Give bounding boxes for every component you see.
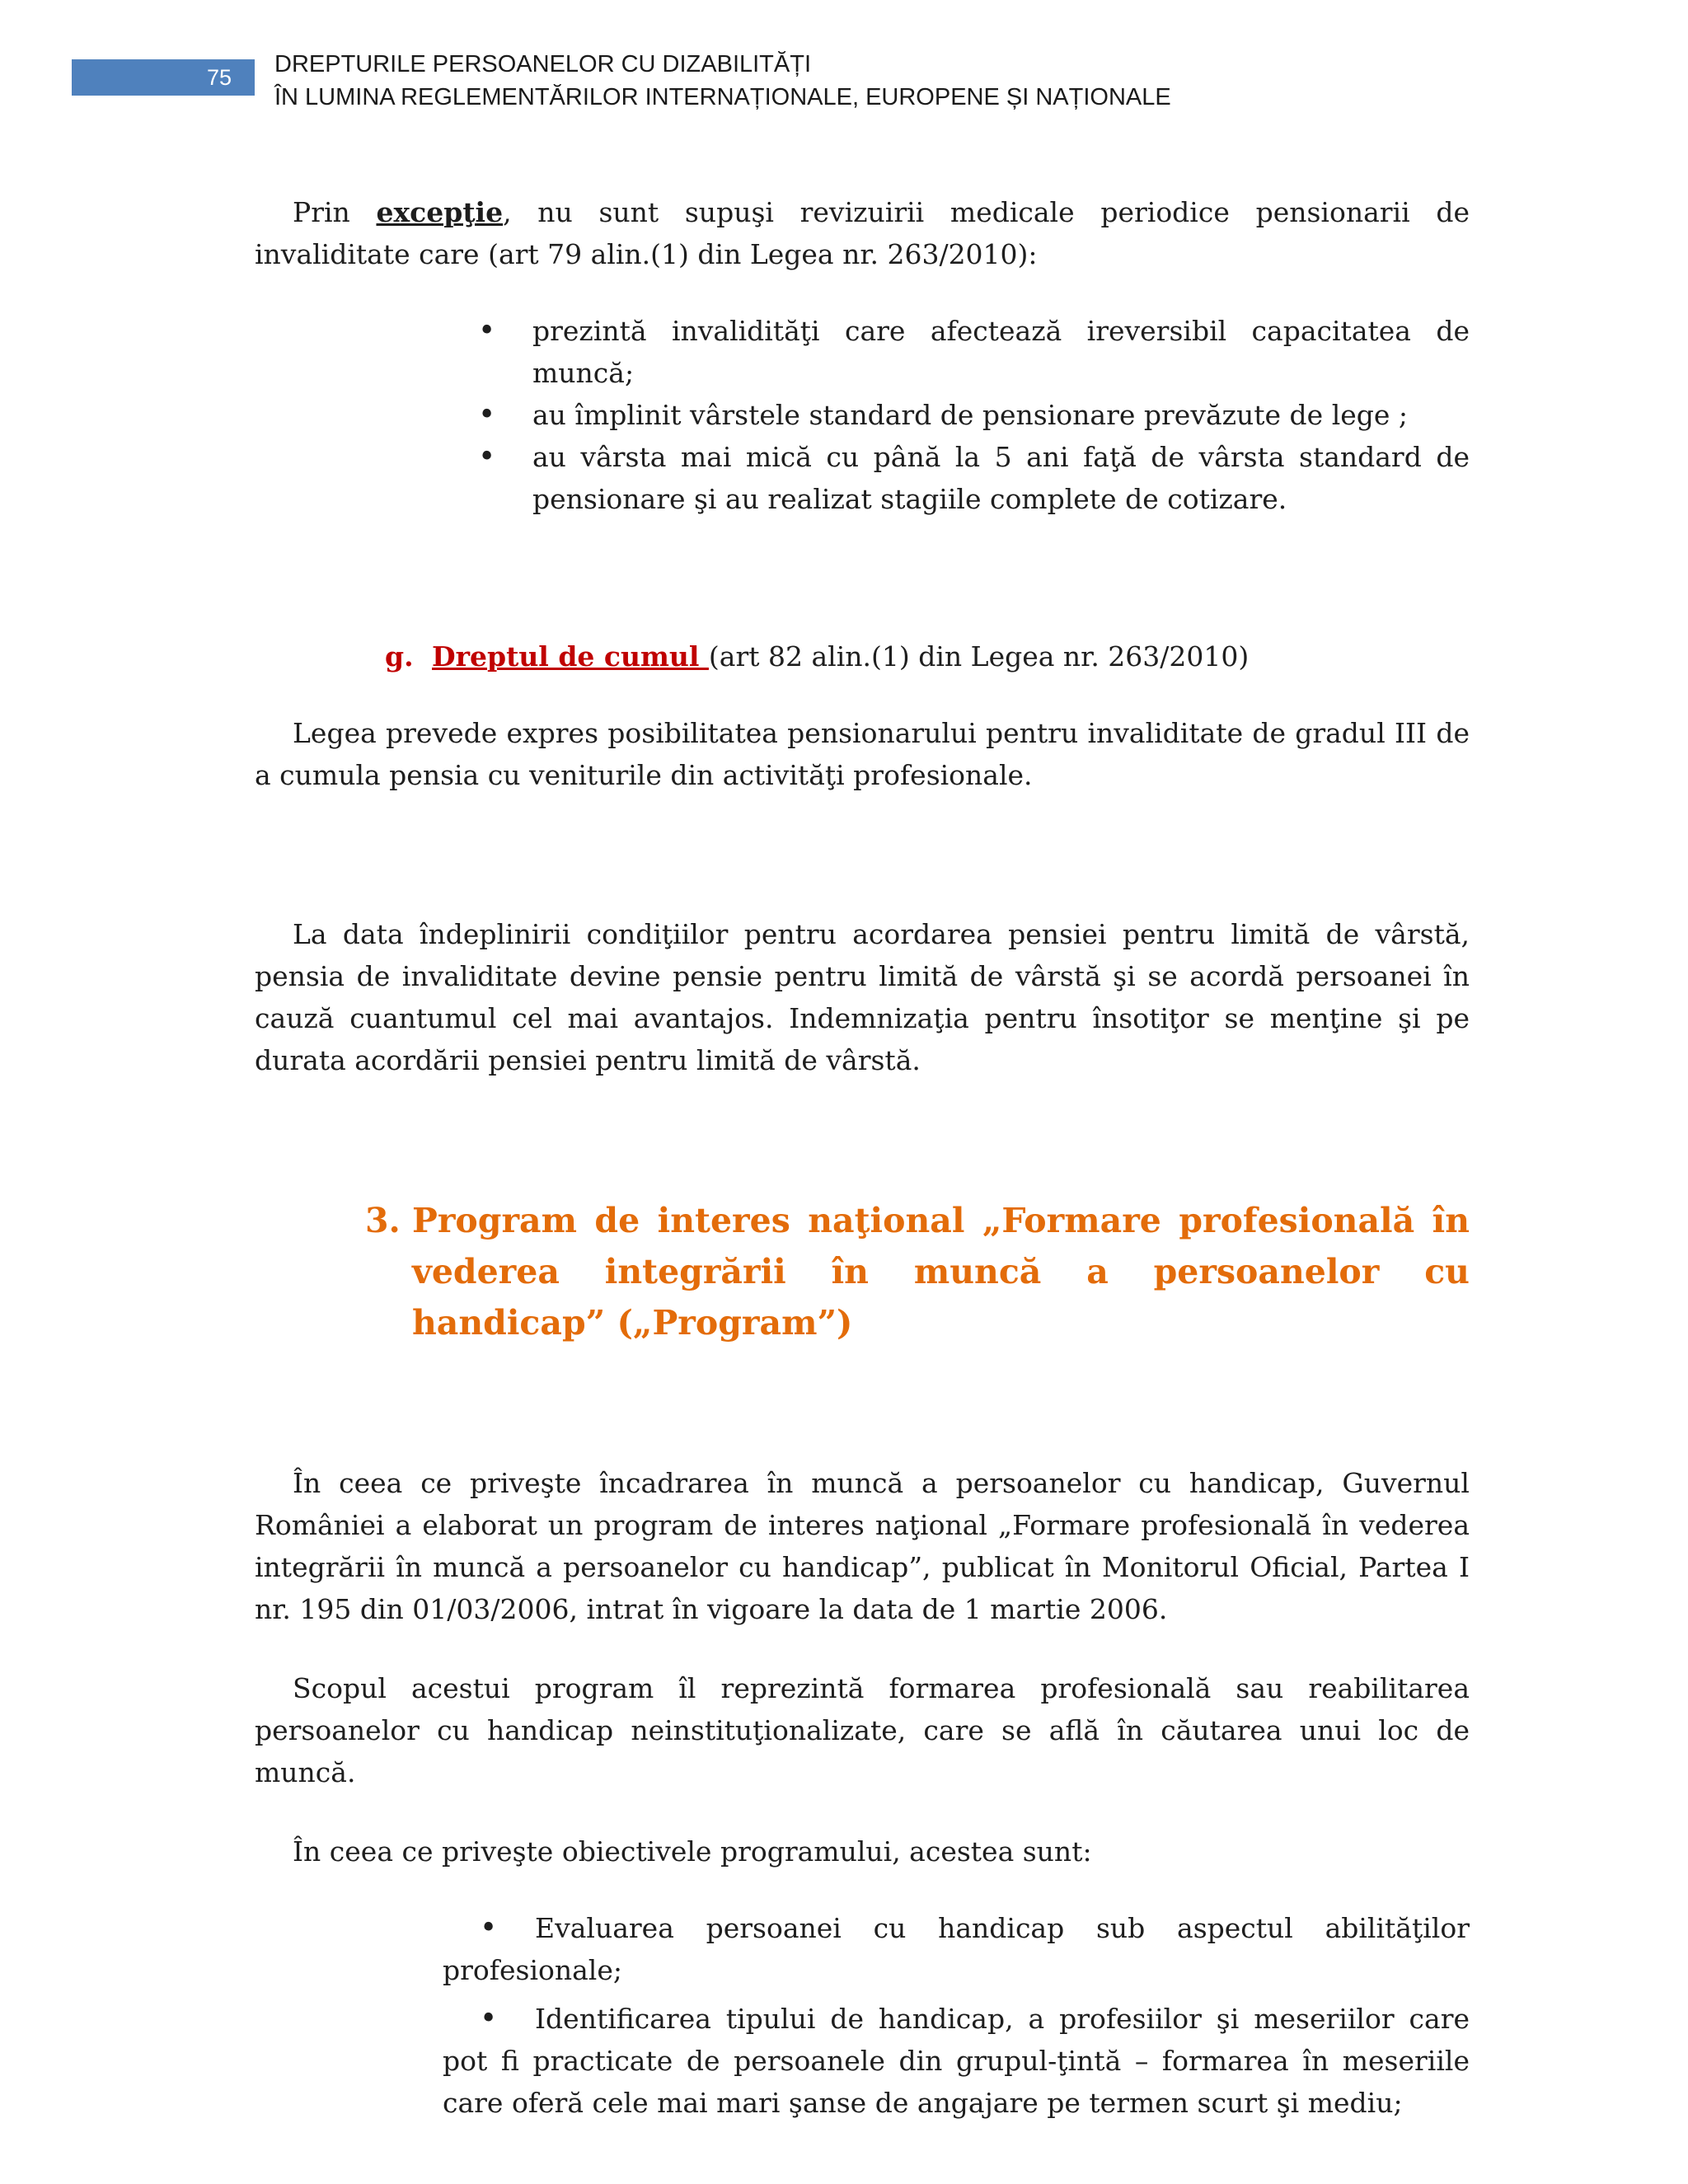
bullet-icon: • xyxy=(480,2002,498,2036)
section-reference: (art 82 alin.(1) din Legea nr. 263/2010) xyxy=(708,640,1250,673)
paragraph-obiective: În ceea ce priveşte obiectivele programului, acestea sunt: xyxy=(293,1835,1092,1868)
section-g-heading xyxy=(385,635,1470,677)
paragraph-limita-varsta: La data îndeplinirii condiţiilor pentru acordarea pensiei pentru limită de vârstă, pensia de invaliditate devine pensie pentru limită de vârstă şi se acordă persoanei în cauză cuantumul cel mai avantajos. Indemnizaţia pentru însotiţor se menţine şi pe durata acordării pensiei pentru limită de vârstă. xyxy=(255,918,1470,1076)
list-item-text: Evaluarea persoanei cu handicap sub aspectul abilităţilor profesionale; xyxy=(443,1912,1470,1986)
page-body xyxy=(255,191,1470,2124)
paragraph-scop: Scopul acestui program îl reprezintă formarea profesională sau reabilitarea persoanelor cu handicap neinstituţionalizate, care se află în căutarea unui loc de muncă. xyxy=(255,1672,1470,1788)
paragraph-start: Prin xyxy=(293,196,377,228)
paragraph-exceptie xyxy=(255,191,1470,275)
section-title: Dreptul de cumul xyxy=(432,640,709,673)
list-item xyxy=(478,310,1470,394)
bullet-icon: • xyxy=(478,314,496,348)
bullet-icon: • xyxy=(480,1911,498,1945)
list-item xyxy=(443,1998,1470,2124)
heading-number: 3. xyxy=(365,1201,401,1240)
emphasis-exceptie: excepţie xyxy=(376,196,504,228)
list-item xyxy=(478,394,1470,436)
bullet-icon: • xyxy=(478,440,496,474)
paragraph-rest: , nu sunt supuşi revizuirii medicale periodice pensionarii de invaliditate care (art 79 alin.(1) din Legea nr. 263/2010): xyxy=(255,196,1470,270)
running-header-line-2: ÎN LUMINA REGLEMENTĂRILOR INTERNAȚIONALE, EUROPENE ȘI NAȚIONALE xyxy=(274,84,1171,110)
paragraph-program-intro: În ceea ce priveşte încadrarea în muncă a persoanelor cu handicap, Guvernul României a elaborat un program de interes naţional „Formare profesională în vederea integrării în muncă a persoanelor cu handicap”, publicat în Monitorul Oficial, Partea I nr. 195 din 01/03/2006, intrat în vigoare la data de 1 martie 2006. xyxy=(255,1467,1470,1625)
section-letter: g. xyxy=(385,640,414,673)
list-item xyxy=(478,436,1470,520)
list-item-text: au împlinit vârstele standard de pensionare prevăzute de lege ; xyxy=(532,399,1409,431)
heading-text: Program de interes naţional „Formare profesională în vederea integrării în muncă a persoanelor cu handicap” („Program”) xyxy=(412,1201,1470,1343)
list-item xyxy=(443,1907,1470,1991)
list-item-text: Identificarea tipului de handicap, a profesiilor şi meseriilor care pot fi practicate de persoanele din grupul-ţintă – formarea în meseriile care oferă cele mai mari şanse de angajare pe termen scurt şi mediu; xyxy=(443,2003,1470,2119)
page-number: 75 xyxy=(72,59,255,96)
list-item-text: au vârsta mai mică cu până la 5 ani faţă de vârsta standard de pensionare şi au realizat stagiile complete de cotizare. xyxy=(532,441,1470,515)
objectives-list xyxy=(443,1907,1470,2124)
running-header xyxy=(274,48,1171,114)
list-item-text: prezintă invalidităţi care afectează ireversibil capacitatea de muncă; xyxy=(532,315,1470,389)
section-3-heading xyxy=(365,1195,1470,1348)
exception-list xyxy=(478,310,1470,520)
running-header-line-1: DREPTURILE PERSOANELOR CU DIZABILITĂȚI xyxy=(274,51,812,77)
paragraph-cumul: Legea prevede expres posibilitatea pensionarului pentru invaliditate de gradul III de a cumula pensia cu veniturile din activităţi profesionale. xyxy=(255,717,1470,791)
bullet-icon: • xyxy=(478,398,496,432)
